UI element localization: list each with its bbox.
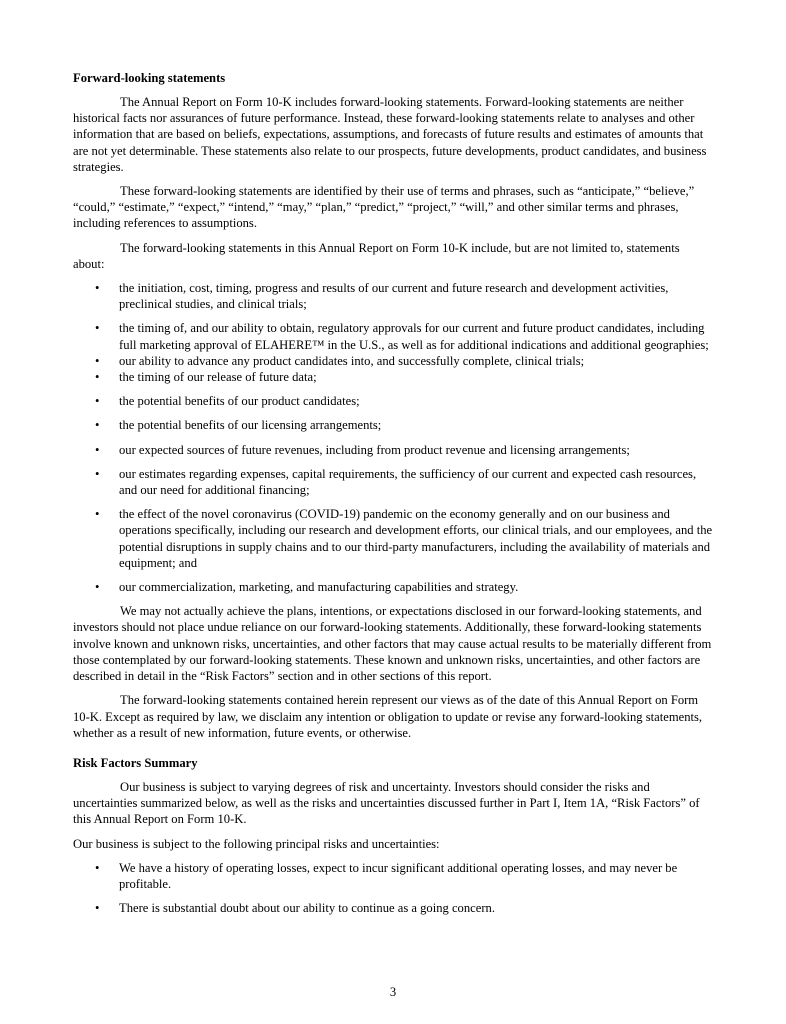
- list-item: [73, 320, 713, 352]
- list-item-text: the effect of the novel coronavirus (COVID-19) pandemic on the economy generally and on our business and operations specifically, including our research and development efforts, our clinical trials, and our employees, and the potential disruptions in supply chains and to our third-party manufacturers, including the availability of materials and equipment; and: [119, 507, 713, 570]
- list-item-text: There is substantial doubt about our ability to continue as a going concern.: [119, 901, 495, 916]
- paragraph: Our business is subject to varying degrees of risk and uncertainty. Investors should consider the risks and uncertainties summarized below, as well as the risks and uncertainties discussed further in Part I, Item 1A, “Risk Factors” of this Annual Report on Form 10-K.: [73, 779, 700, 827]
- list-item: [73, 900, 713, 916]
- bullet-icon: •: [95, 466, 100, 481]
- list-item: [73, 417, 713, 433]
- document-page: [73, 70, 713, 924]
- paragraph: The forward-looking statements in this Annual Report on Form 10-K include, but are not limited to, statements about:: [73, 240, 680, 271]
- paragraph: These forward-looking statements are identified by their use of terms and phrases, such as “anticipate,” “believe,” “could,” “estimate,” “expect,” “intend,” “may,” “plan,” “predict,” “project,” “will,” and other similar terms and phrases, including references to assumptions.: [73, 184, 695, 231]
- list-item: [73, 860, 713, 892]
- list-item: [73, 280, 713, 312]
- forward-looking-heading: Forward-looking statements: [73, 71, 226, 85]
- list-item-text: the timing of, and our ability to obtain, regulatory approvals for our current and future product candidates, including full marketing approval of ELAHERE™ in the U.S., as well as for additional indications and additional geographies;: [119, 321, 709, 352]
- list-item: [73, 369, 713, 385]
- risk-factors-summary-heading: Risk Factors Summary: [73, 755, 198, 770]
- paragraph: The forward-looking statements contained herein represent our views as of the date of this Annual Report on Form 10-K. Except as required by law, we disclaim any intention or obligation to update or revise any forward-looking statements, whether as a result of new information, future events, or otherwise.: [73, 693, 703, 740]
- bullet-icon: •: [95, 860, 100, 875]
- bullet-icon: •: [95, 901, 100, 916]
- list-item-text: the timing of our release of future data;: [119, 370, 317, 385]
- list-item-text: the initiation, cost, timing, progress and results of our current and future research and development activities, preclinical studies, and clinical trials;: [119, 281, 669, 312]
- list-item-text: our estimates regarding expenses, capital requirements, the sufficiency of our current and expected cash resources, and our need for additional financing;: [119, 466, 697, 498]
- paragraph: Our business is subject to the following principal risks and uncertainties:: [73, 836, 440, 851]
- risk-list: [73, 860, 713, 917]
- bullet-icon: •: [95, 442, 100, 457]
- bullet-icon: •: [95, 580, 100, 595]
- bullet-icon: •: [95, 281, 100, 296]
- list-item: [73, 466, 713, 498]
- paragraph: We may not actually achieve the plans, intentions, or expectations disclosed in our forward-looking statements, and investors should not place undue reliance on our forward-looking statements. Additionally, these forward-looking statements involve known and unknown risks, uncertainties, and other factors that may cause actual results to be materially different from those contemplated by our forward-looking statements. These known and unknown risks, uncertainties, and other factors are described in detail in the “Risk Factors” section and in other sections of this report.: [73, 604, 712, 684]
- list-item: [73, 393, 713, 409]
- list-item: [73, 353, 713, 369]
- bullet-icon: •: [95, 370, 100, 385]
- bullet-icon: •: [95, 321, 100, 336]
- bullet-icon: •: [95, 394, 100, 409]
- bullet-icon: •: [95, 507, 100, 522]
- list-item-text: our ability to advance any product candidates into, and successfully complete, clinical trials;: [119, 353, 585, 368]
- list-item-text: We have a history of operating losses, expect to incur significant additional operating losses, and may never be profitable.: [119, 860, 678, 891]
- list-item-text: the potential benefits of our product candidates;: [119, 394, 360, 409]
- list-item-text: the potential benefits of our licensing arrangements;: [119, 418, 382, 433]
- paragraph: The Annual Report on Form 10-K includes forward-looking statements. Forward-looking statements are neither historical facts nor assurances of future performance. Instead, these forward-looking statements relate to analyses and other information that are based on beliefs, expectations, assumptions, and forecasts of future results and estimates of amounts that are not yet determinable. These statements also relate to our prospects, future developments, product candidates, and business strategies.: [73, 95, 707, 174]
- list-item-text: our commercialization, marketing, and manufacturing capabilities and strategy.: [119, 580, 519, 595]
- bullet-icon: •: [95, 418, 100, 433]
- page-number: 3: [389, 985, 397, 999]
- list-item: [73, 579, 713, 595]
- list-item-text: our expected sources of future revenues, including from product revenue and licensing arrangements;: [119, 442, 630, 457]
- list-item: [73, 506, 713, 571]
- forward-looking-list: [73, 280, 713, 595]
- bullet-icon: •: [95, 353, 100, 368]
- list-item: [73, 442, 713, 458]
